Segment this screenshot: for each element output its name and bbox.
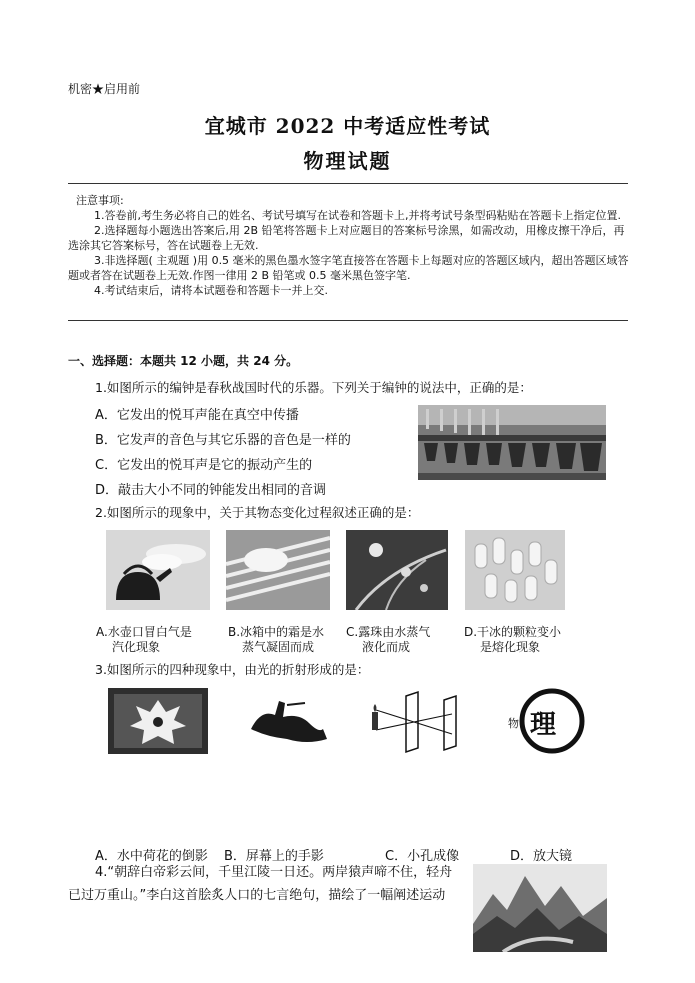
notice-item: 2.选择题每小题选出答案后,用 2B 铅笔将答题卡上对应题目的答案标号涂黑，如需改动，用橡皮擦干净后，再选涂其它答案标号，答在试题卷上无效.	[68, 224, 625, 252]
q2-caption-c: C.露珠由水蒸气 液化而成	[346, 625, 431, 654]
exam-title: 宜城市 2022 中考适应性考试	[204, 114, 491, 138]
q1-option-a: A．它发出的悦耳声能在真空中传播	[95, 408, 299, 423]
q4-line-1: 4.“朝辞白帝彩云间，千里江陵一日还。两岸猿声啼不住，轻舟	[95, 865, 453, 880]
notice-item: 4.考试结束后，请将本试题卷和答题卡一并上交.	[94, 284, 328, 297]
notice-item: 1.答卷前,考生务必将自己的姓名、考试号填写在试卷和答题卡上,并将考试号条型码粘贴在答题卡上指定位置.	[94, 209, 621, 222]
magnifier-image	[506, 686, 600, 756]
confidential-label: 机密★启用前	[68, 82, 141, 96]
bottom-divider	[68, 320, 628, 321]
q2-caption-b: B.冰箱中的霜是水 蒸气凝固而成	[228, 625, 325, 654]
lotus-reflection-image	[108, 688, 208, 754]
q1-stem: 1.如图所示的编钟是春秋战国时代的乐器。下列关于编钟的说法中，正确的是：	[95, 380, 532, 395]
q3-option-d: D．放大镜	[510, 849, 573, 864]
q1-option-d: D．敲击大小不同的钟能发出相同的音调	[95, 483, 327, 498]
q2-stem: 2.如图所示的现象中，关于其物态变化过程叙述正确的是：	[95, 505, 420, 520]
notice-block	[68, 193, 630, 298]
fridge-frost-image	[226, 530, 330, 610]
bianzhong-bells-image	[418, 405, 606, 480]
q4-line-2: 已过万重山。”李白这首脍炙人口的七言绝句，描绘了一幅阐述运动	[68, 888, 446, 903]
q3-stem: 3.如图所示的四种现象中，由光的折射形成的是：	[95, 662, 370, 677]
dry-ice-image	[465, 530, 565, 610]
q3-option-b: B．屏幕上的手影	[224, 849, 324, 864]
dewdrop-image	[346, 530, 448, 610]
notice-item: 3.非选择题( 主观题 )用 0.5 毫米的黑色墨水签字笔直接答在答题卡上每题对应的答题区域内，超出答题区域答题或者答在试题卷上无效.作图一律用 2 B 铅笔或 0.5 毫米黑色签字笔.	[68, 254, 629, 282]
section-heading: 一、选择题：本题共 12 小题，共 24 分。	[68, 354, 299, 368]
top-divider	[68, 183, 628, 184]
notice-heading: 注意事项:	[76, 194, 124, 207]
hand-shadow-image	[243, 693, 331, 745]
kettle-steam-image	[106, 530, 210, 610]
svg-text:物: 物	[508, 717, 519, 730]
pinhole-camera-image	[366, 690, 468, 754]
q2-caption-d: D.干冰的颗粒变小 是熔化现象	[464, 625, 562, 654]
q2-caption-a: A.水壶口冒白气是 汽化现象	[96, 625, 192, 654]
exam-subject: 物理试题	[303, 149, 392, 173]
q3-option-c: C．小孔成像	[385, 849, 460, 864]
svg-text:理: 理	[530, 710, 557, 740]
q1-option-b: B．它发声的音色与其它乐器的音色是一样的	[95, 433, 351, 448]
q3-option-a: A．水中荷花的倒影	[95, 849, 208, 864]
mountain-river-painting	[473, 864, 607, 952]
q1-option-c: C．它发出的悦耳声是它的振动产生的	[95, 458, 313, 473]
